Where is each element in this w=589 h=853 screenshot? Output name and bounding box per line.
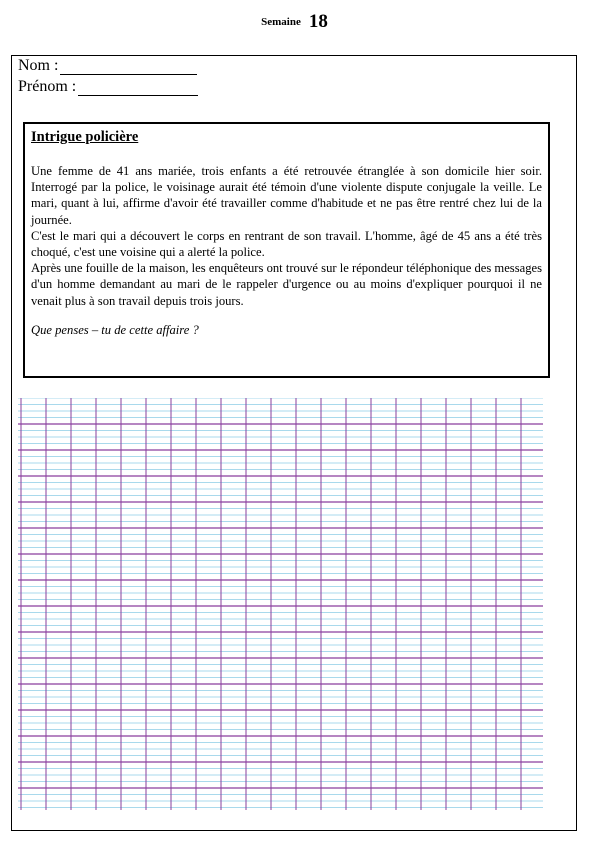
exercise-paragraph: C'est le mari qui a découvert le corps en rentrant de son travail. L'homme, âgé de 45 ans a été très choqué, c'est une voisine qui a alerté la police. (31, 228, 542, 260)
exercise-paragraph: Après une fouille de la maison, les enquêteurs ont trouvé sur le répondeur téléphonique des messages d'un homme demandant au mari de le rappeler d'urgence ou au moins d'expliquer pourquoi il ne venait plus à son travail depuis trois jours. (31, 261, 542, 308)
exercise-question: Que penses – tu de cette affaire ? (31, 322, 199, 337)
prenom-label: Prénom : (18, 78, 77, 95)
page-header (0, 11, 589, 33)
week-number: 18 (308, 11, 328, 32)
nom-label: Nom : (18, 57, 59, 74)
exercise-title: Intrigue policière (31, 129, 139, 145)
week-label: Semaine (261, 16, 301, 28)
prenom-field (18, 78, 198, 96)
prenom-blank-line[interactable] (78, 80, 198, 96)
exercise-box (23, 122, 550, 378)
nom-blank-line[interactable] (60, 59, 197, 75)
nom-field (18, 57, 197, 75)
exercise-paragraph: Une femme de 41 ans mariée, trois enfants a été retrouvée étranglée à son domicile hier soir. Interrogé par la police, le voisinage aurait été témoin d'une violente dispute conjugale la veille. Le mari, quant à lui, affirme d'avoir été travailler comme d'habitude et ne pas être rentré chez lui de la journée. (31, 164, 542, 227)
seyes-writing-grid[interactable] (18, 398, 543, 810)
exercise-text (31, 163, 542, 309)
